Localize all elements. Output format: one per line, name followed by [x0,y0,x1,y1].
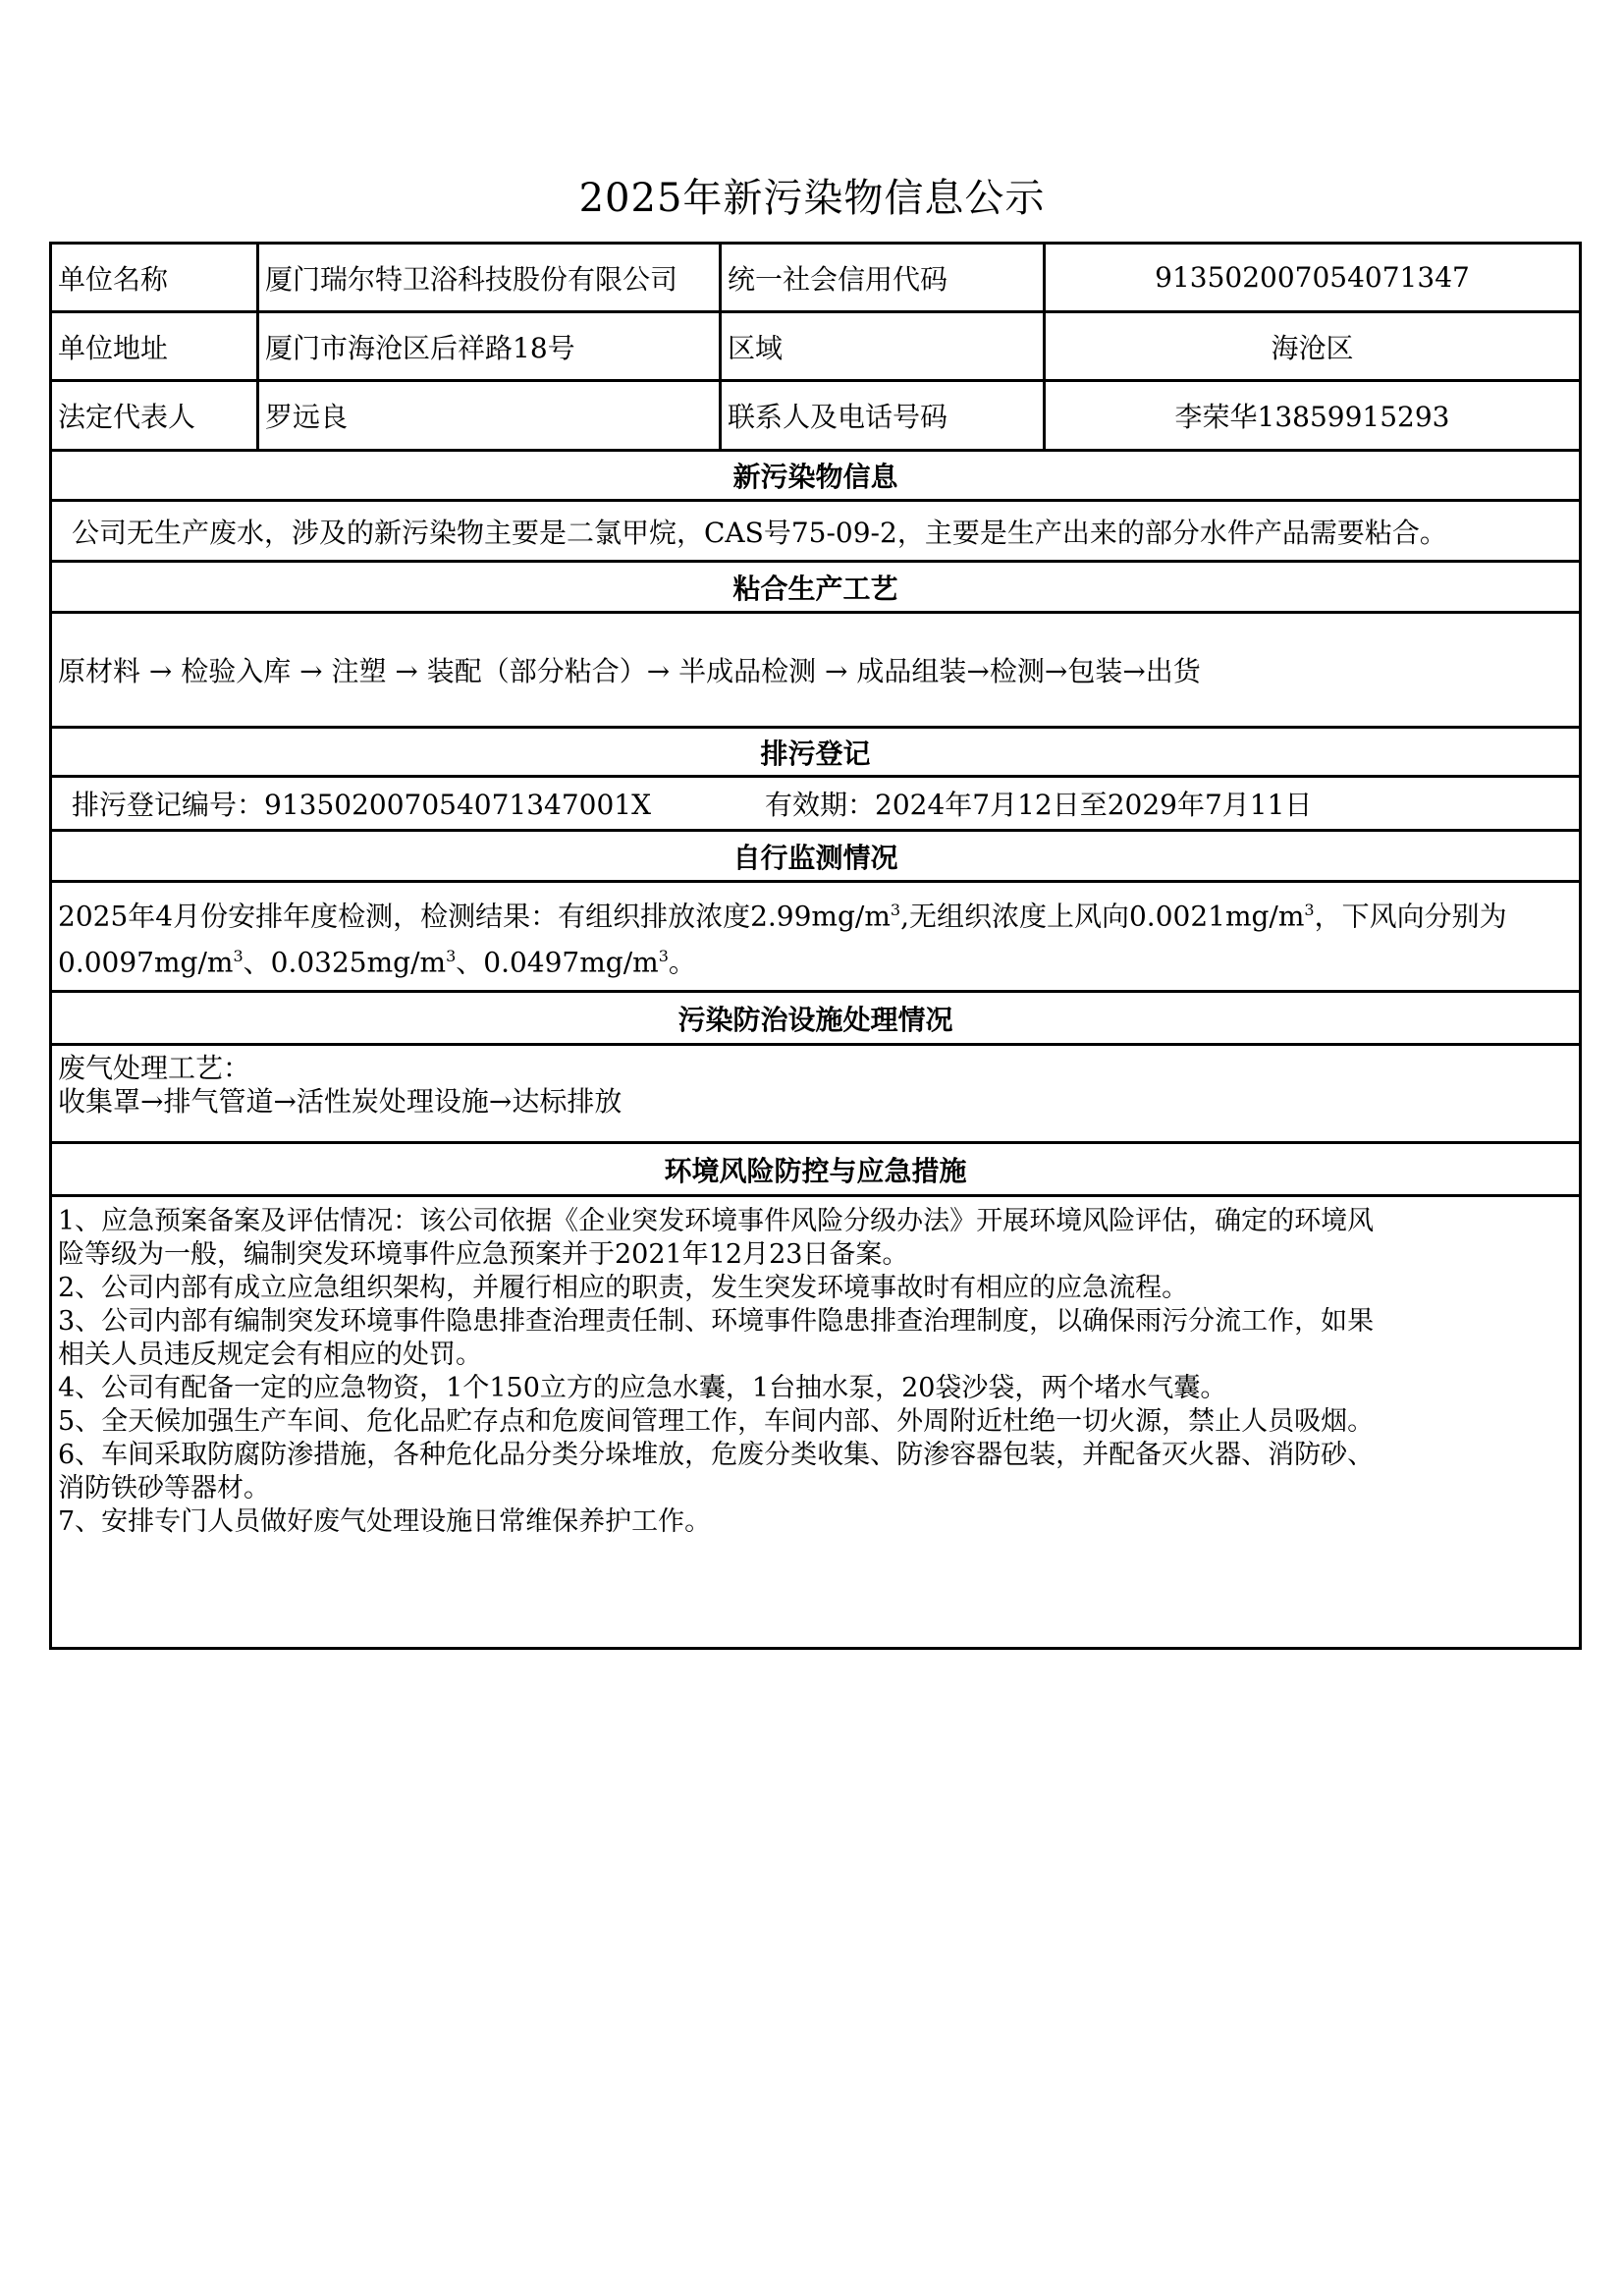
page-title: 2025年新污染物信息公示 [578,176,1046,221]
legal-rep-label: 法定代表人 [51,381,258,451]
treatment-line-2: 收集罩→排气管道→活性炭处理设施→达标排放 [58,1085,623,1118]
pollutant-heading: 新污染物信息 [51,451,1581,501]
monitoring-heading: 自行监测情况 [51,831,1581,882]
treatment-text [51,1045,1581,1143]
discharge-heading: 排污登记 [51,728,1581,777]
address-label: 单位地址 [51,312,258,381]
unit-name-value: 厦门瑞尔特卫浴科技股份有限公司 [258,244,721,312]
risk-line: 相关人员违反规定会有相应的处罚。 [58,1339,482,1370]
contact-label: 联系人及电话号码 [721,381,1045,451]
region-label: 区域 [721,312,1045,381]
risk-line: 1、应急预案备案及评估情况：该公司依据《企业突发环境事件风险分级办法》开展环境风险评估，确定的环境风 [58,1206,1375,1236]
discharge-reg-no: 排污登记编号：913502007054071347001X [72,789,652,821]
monitoring-line-2: $0.0097mg/m^3$、$0.0325mg/m^3$、$0.0497mg/m^3$。 [58,945,696,978]
unit-name-label: 单位名称 [51,244,258,312]
discharge-validity: 有效期：2024年7月12日至2029年7月11日 [765,789,1313,821]
risk-text [51,1196,1581,1649]
credit-code-value: 913502007054071347 [1045,244,1581,312]
risk-line: 险等级为一般，编制突发环境事件应急预案并于2021年12月23日备案。 [58,1239,909,1270]
pollutant-text: 公司无生产废水，涉及的新污染物主要是二氯甲烷，CAS号75-09-2，主要是生产出来的部分水件产品需要粘合。 [51,501,1581,562]
region-value: 海沧区 [1045,312,1581,381]
risk-line: 5、全天候加强生产车间、危化品贮存点和危废间管理工作，车间内部、外周附近杜绝一切火源，禁止人员吸烟。 [58,1406,1375,1437]
monitoring-line-1: 2025年4月份安排年度检测，检测结果：有组织排放浓度$2.99mg/m^3$,无组织浓度上风向$0.0021mg/m^3$，下风向分别为 [58,900,1507,933]
address-value: 厦门市海沧区后祥路18号 [258,312,721,381]
risk-line: 6、车间采取防腐防渗措施，各种危化品分类分垛堆放，危废分类收集、防渗容器包装，并配备灭火器、消防砂、 [58,1440,1375,1470]
process-flow: 原材料 → 检验入库 → 注塑 → 装配（部分粘合）→ 半成品检测 → 成品组装→检测→包装→出货 [51,613,1581,728]
credit-code-label: 统一社会信用代码 [721,244,1045,312]
risk-line: 2、公司内部有成立应急组织架构，并履行相应的职责，发生突发环境事故时有相应的应急流程。 [58,1273,1189,1303]
treatment-line-1: 废气处理工艺： [58,1052,251,1084]
treatment-heading: 污染防治设施处理情况 [51,992,1581,1045]
monitoring-text [51,882,1581,992]
legal-rep-value: 罗远良 [258,381,721,451]
contact-value: 李荣华13859915293 [1045,381,1581,451]
risk-line: 7、安排专门人员做好废气处理设施日常维保养护工作。 [58,1506,712,1537]
discharge-row [51,777,1581,831]
risk-line: 4、公司有配备一定的应急物资，1个150立方的应急水囊，1台抽水泵，20袋沙袋，两个堵水气囊。 [58,1373,1227,1403]
info-table [49,242,1582,1650]
risk-line: 3、公司内部有编制突发环境事件隐患排查治理责任制、环境事件隐患排查治理制度，以确保雨污分流工作，如果 [58,1306,1375,1337]
risk-heading: 环境风险防控与应急措施 [51,1143,1581,1196]
risk-line: 消防铁砂等器材。 [58,1473,270,1503]
process-heading: 粘合生产工艺 [51,562,1581,613]
